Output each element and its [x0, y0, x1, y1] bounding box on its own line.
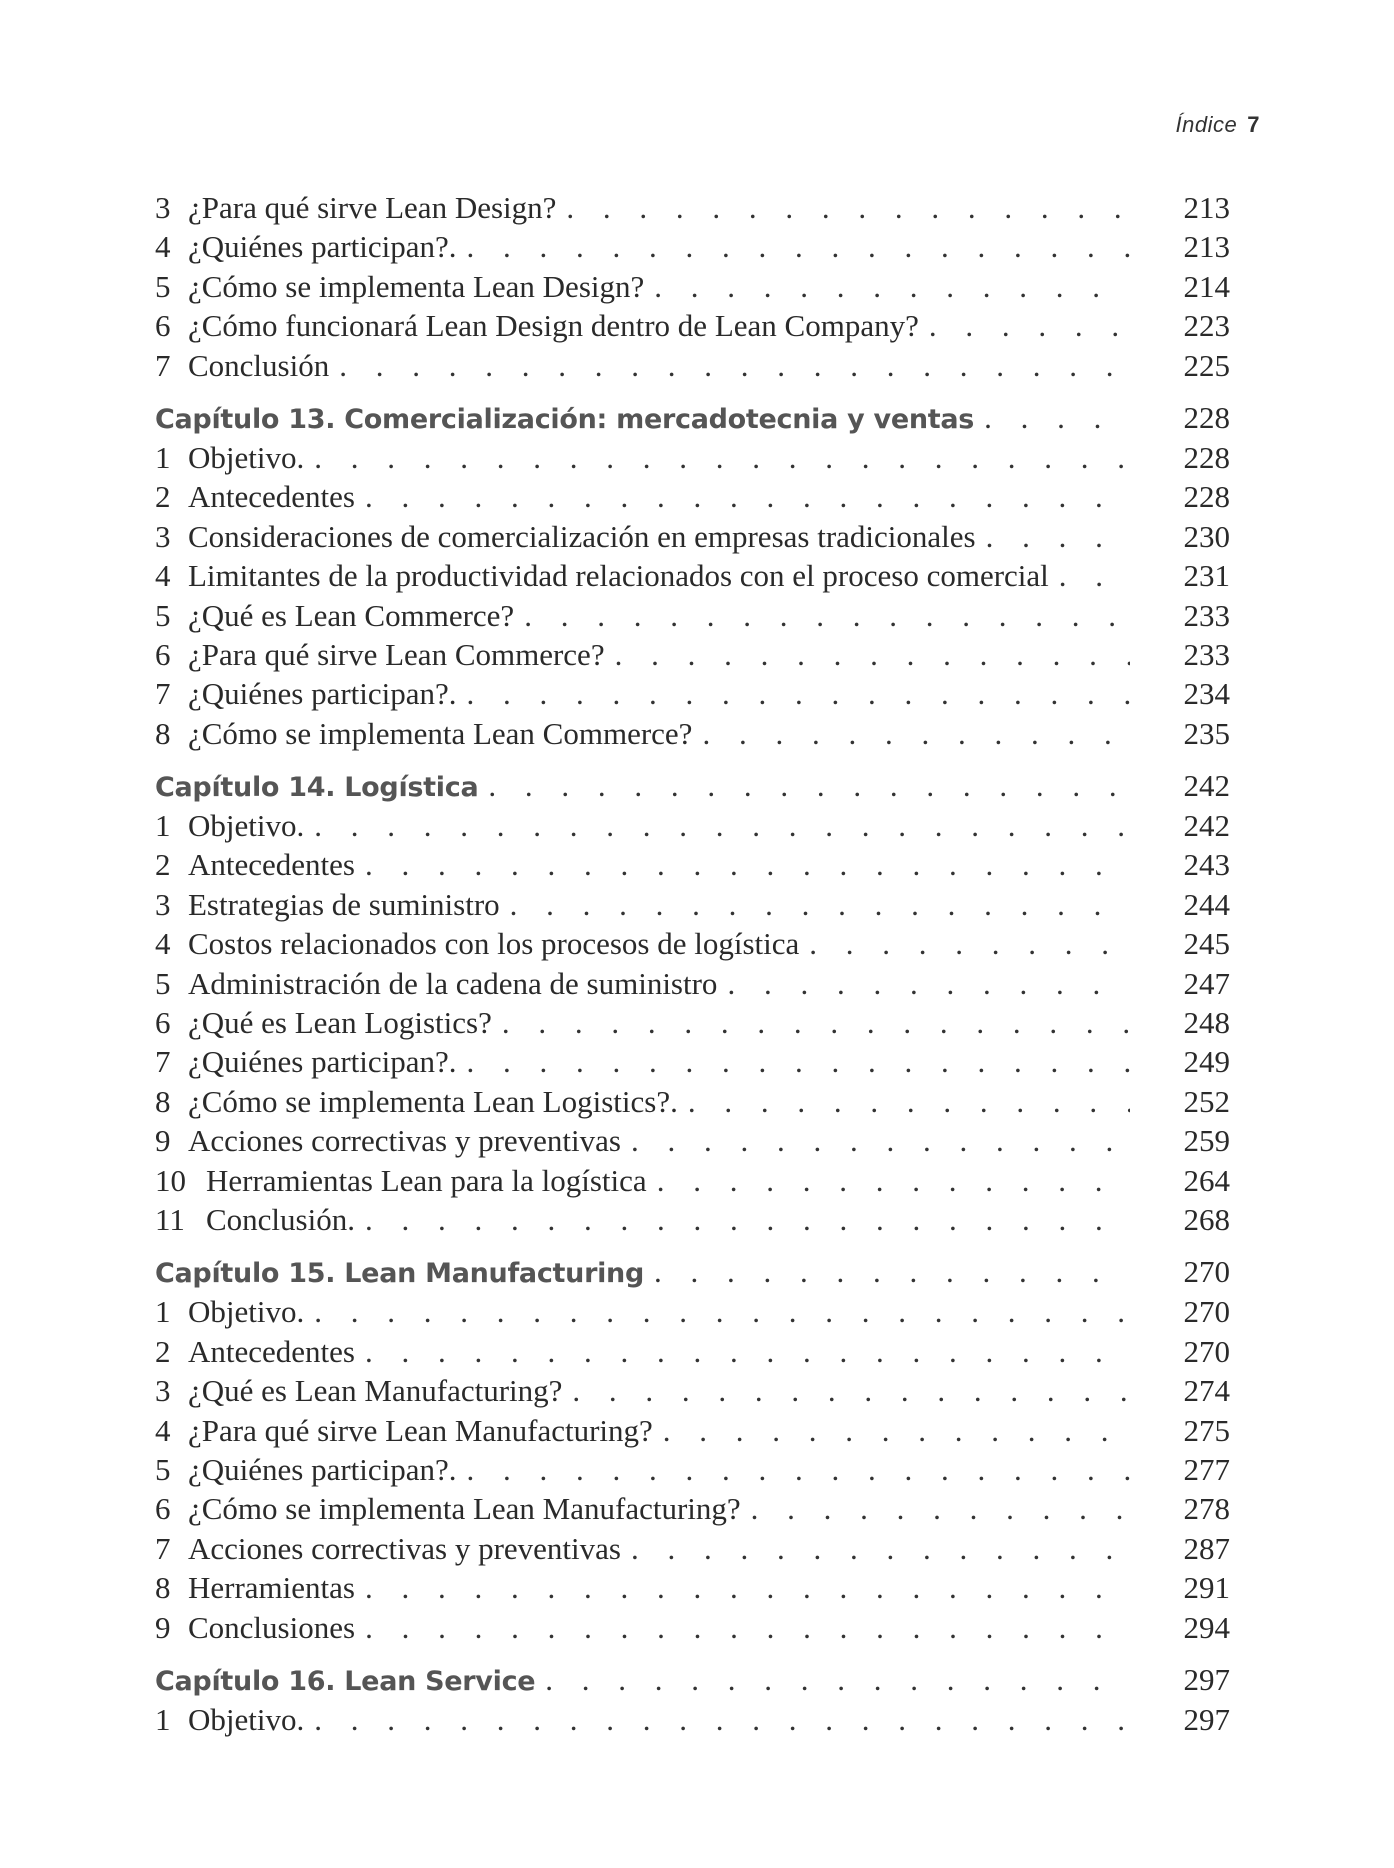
toc-entry — [155, 926, 1230, 965]
toc-entry — [155, 1452, 1230, 1491]
dot-leader — [615, 637, 1130, 673]
entry-page-number: 228 — [1183, 479, 1230, 515]
entry-title: Conclusión — [188, 347, 330, 383]
toc-entry — [155, 716, 1230, 755]
chapter-title: Capítulo 14. Logística — [155, 772, 479, 804]
toc-chapter-heading — [155, 1254, 1230, 1294]
entry-number: 3 — [155, 1373, 171, 1409]
entry-title: Objetivo. — [188, 1294, 305, 1330]
toc-entry — [155, 1334, 1230, 1373]
entry-page-number: 270 — [1183, 1333, 1230, 1369]
entry-title: Administración de la cadena de suministro — [188, 965, 718, 1001]
entry-page-number: 228 — [1183, 439, 1230, 475]
entry-page-number: 233 — [1183, 636, 1230, 672]
toc-entry — [155, 1084, 1230, 1123]
toc-chapter-heading — [155, 768, 1230, 808]
entry-title: ¿Qué es Lean Logistics? — [188, 1005, 492, 1041]
entry-page-number: 242 — [1183, 808, 1230, 844]
entry-number: 2 — [155, 847, 171, 883]
dot-leader — [751, 1491, 1130, 1527]
entry-page-number: 277 — [1183, 1451, 1230, 1487]
toc-entry — [155, 676, 1230, 715]
toc-entry — [155, 1702, 1230, 1741]
entry-page-number: 268 — [1183, 1201, 1230, 1237]
page-number: 7 — [1247, 112, 1260, 137]
dot-leader — [566, 190, 1130, 226]
toc-entry — [155, 598, 1230, 637]
entry-title: Conclusiones — [188, 1609, 356, 1645]
dot-leader — [986, 519, 1130, 555]
running-head — [1176, 112, 1260, 138]
toc-entry — [155, 269, 1230, 308]
entry-number: 8 — [155, 1083, 171, 1119]
entry-page-number: 259 — [1183, 1123, 1230, 1159]
entry-title: Limitantes de la productividad relacionados con el proceso comercial — [188, 558, 1049, 594]
toc-entry — [155, 519, 1230, 558]
entry-number: 1 — [155, 1294, 171, 1330]
entry-number: 4 — [155, 1412, 171, 1448]
dot-leader — [467, 676, 1130, 712]
dot-leader — [314, 440, 1130, 476]
dot-leader — [654, 1254, 1130, 1290]
dot-leader — [365, 1202, 1130, 1238]
entry-title: ¿Para qué sirve Lean Commerce? — [188, 636, 605, 672]
entry-page-number: 214 — [1183, 268, 1230, 304]
dot-leader — [467, 229, 1130, 265]
toc-entry — [155, 1413, 1230, 1452]
entry-page-number: 249 — [1183, 1044, 1230, 1080]
entry-page-number: 213 — [1183, 229, 1230, 265]
entry-title: Objetivo. — [188, 1701, 305, 1737]
entry-number: 6 — [155, 1491, 171, 1527]
entry-title: Consideraciones de comercialización en empresas tradicionales — [188, 518, 976, 554]
chapter-title: Capítulo 15. Lean Manufacturing — [155, 1258, 644, 1290]
entry-title: ¿Cómo se implementa Lean Manufacturing? — [188, 1491, 741, 1527]
entry-number: 6 — [155, 1005, 171, 1041]
entry-title: ¿Cómo se implementa Lean Commerce? — [188, 715, 693, 751]
entry-page-number: 287 — [1183, 1530, 1230, 1566]
entry-number: 1 — [155, 439, 171, 475]
entry-page-number: 291 — [1183, 1570, 1230, 1606]
entry-number: 9 — [155, 1123, 171, 1159]
toc-entry — [155, 1570, 1230, 1609]
entry-number: 5 — [155, 597, 171, 633]
entry-page-number: 264 — [1183, 1162, 1230, 1198]
dot-leader — [467, 1044, 1130, 1080]
chapter-title: Capítulo 16. Lean Service — [155, 1665, 536, 1697]
entry-number: 6 — [155, 308, 171, 344]
entry-number: 8 — [155, 1570, 171, 1606]
entry-number: 1 — [155, 808, 171, 844]
entry-page-number: 278 — [1183, 1491, 1230, 1527]
entry-page-number: 248 — [1183, 1005, 1230, 1041]
dot-leader — [929, 308, 1130, 344]
entry-number: 7 — [155, 347, 171, 383]
dot-leader — [510, 887, 1130, 923]
dot-leader — [727, 966, 1130, 1002]
dot-leader — [365, 847, 1130, 883]
toc-entry — [155, 887, 1230, 926]
dot-leader — [631, 1123, 1130, 1159]
entry-number: 9 — [155, 1609, 171, 1645]
entry-title: ¿Cómo se implementa Lean Design? — [188, 268, 645, 304]
toc-entry — [155, 190, 1230, 229]
entry-page-number: 274 — [1183, 1373, 1230, 1409]
entry-number: 5 — [155, 965, 171, 1001]
chapter-page-number: 228 — [1183, 399, 1230, 435]
dot-leader — [524, 598, 1130, 634]
dot-leader — [631, 1531, 1130, 1567]
toc-entry — [155, 1610, 1230, 1649]
dot-leader — [984, 400, 1130, 436]
toc-entry — [155, 808, 1230, 847]
entry-title: ¿Para qué sirve Lean Manufacturing? — [188, 1412, 653, 1448]
entry-page-number: 270 — [1183, 1294, 1230, 1330]
toc-entry — [155, 1294, 1230, 1333]
toc-entry — [155, 440, 1230, 479]
dot-leader — [488, 768, 1130, 804]
toc-chapter-heading — [155, 1662, 1230, 1702]
entry-number: 10 — [155, 1162, 186, 1198]
entry-number: 7 — [155, 1530, 171, 1566]
dot-leader — [365, 1610, 1130, 1646]
toc-entry — [155, 1123, 1230, 1162]
dot-leader — [654, 269, 1130, 305]
running-head-title: Índice — [1175, 112, 1238, 137]
entry-number: 3 — [155, 190, 171, 225]
entry-page-number: 234 — [1183, 676, 1230, 712]
entry-number: 7 — [155, 1044, 171, 1080]
entry-title: Herramientas — [188, 1570, 355, 1606]
entry-number: 11 — [155, 1201, 185, 1237]
entry-number: 8 — [155, 715, 171, 751]
entry-page-number: 294 — [1183, 1609, 1230, 1645]
dot-leader — [702, 716, 1130, 752]
entry-title: ¿Qué es Lean Manufacturing? — [188, 1373, 563, 1409]
entry-page-number: 233 — [1183, 597, 1230, 633]
entry-title: Antecedentes — [188, 847, 355, 883]
dot-leader — [314, 1702, 1130, 1738]
entry-title: ¿Quiénes participan?. — [188, 676, 457, 712]
entry-title: Conclusión. — [206, 1201, 355, 1237]
entry-title: Costos relacionados con los procesos de logística — [188, 926, 800, 962]
dot-leader — [467, 1452, 1130, 1488]
entry-page-number: 230 — [1183, 518, 1230, 554]
entry-title: ¿Quiénes participan?. — [188, 1044, 457, 1080]
entry-title: ¿Cómo funcionará Lean Design dentro de Lean Company? — [188, 308, 919, 344]
dot-leader — [545, 1662, 1130, 1698]
dot-leader — [572, 1373, 1130, 1409]
toc-entry — [155, 1005, 1230, 1044]
chapter-page-number: 242 — [1183, 768, 1230, 804]
entry-page-number: 231 — [1183, 558, 1230, 594]
entry-page-number: 213 — [1183, 190, 1230, 225]
entry-page-number: 245 — [1183, 926, 1230, 962]
dot-leader — [314, 808, 1130, 844]
dot-leader — [1059, 558, 1130, 594]
entry-title: ¿Qué es Lean Commerce? — [188, 597, 515, 633]
dot-leader — [365, 1570, 1130, 1606]
entry-number: 6 — [155, 636, 171, 672]
entry-title: Objetivo. — [188, 439, 305, 475]
entry-title: ¿Para qué sirve Lean Design? — [188, 190, 557, 225]
entry-number: 4 — [155, 558, 171, 594]
toc-entry — [155, 308, 1230, 347]
toc-entry — [155, 1044, 1230, 1083]
entry-page-number: 244 — [1183, 886, 1230, 922]
entry-title: ¿Quiénes participan?. — [188, 229, 457, 265]
dot-leader — [365, 1334, 1130, 1370]
toc-entry — [155, 348, 1230, 387]
entry-number: 7 — [155, 676, 171, 712]
entry-title: Objetivo. — [188, 808, 305, 844]
toc-entry — [155, 1491, 1230, 1530]
entry-page-number: 275 — [1183, 1412, 1230, 1448]
entry-page-number: 243 — [1183, 847, 1230, 883]
toc-entry — [155, 966, 1230, 1005]
entry-page-number: 223 — [1183, 308, 1230, 344]
toc-entry — [155, 229, 1230, 268]
entry-title: Antecedentes — [188, 1333, 355, 1369]
toc-entry — [155, 637, 1230, 676]
entry-number: 2 — [155, 1333, 171, 1369]
entry-title: Herramientas Lean para la logística — [206, 1162, 647, 1198]
entry-title: Estrategias de suministro — [188, 886, 500, 922]
entry-page-number: 247 — [1183, 965, 1230, 1001]
dot-leader — [339, 348, 1130, 384]
entry-title: ¿Cómo se implementa Lean Logistics?. — [188, 1083, 678, 1119]
dot-leader — [809, 926, 1130, 962]
toc-entry — [155, 1202, 1230, 1241]
entry-number: 5 — [155, 1451, 171, 1487]
entry-title: Acciones correctivas y preventivas — [188, 1530, 621, 1566]
entry-number: 4 — [155, 229, 171, 265]
chapter-title: Capítulo 13. Comercialización: mercadotecnia y ventas — [155, 403, 975, 435]
dot-leader — [314, 1294, 1130, 1330]
table-of-contents — [155, 190, 1230, 1741]
chapter-page-number: 270 — [1183, 1254, 1230, 1290]
toc-entry — [155, 1373, 1230, 1412]
entry-page-number: 252 — [1183, 1083, 1230, 1119]
toc-entry — [155, 847, 1230, 886]
toc-entry — [155, 558, 1230, 597]
dot-leader — [365, 479, 1130, 515]
entry-number: 5 — [155, 268, 171, 304]
entry-page-number: 297 — [1183, 1701, 1230, 1737]
entry-title: Acciones correctivas y preventivas — [188, 1123, 621, 1159]
toc-entry — [155, 1531, 1230, 1570]
toc-entry — [155, 1163, 1230, 1202]
toc-entry — [155, 479, 1230, 518]
entry-number: 3 — [155, 518, 171, 554]
entry-title: ¿Quiénes participan?. — [188, 1451, 457, 1487]
toc-chapter-heading — [155, 400, 1230, 440]
entry-number: 4 — [155, 926, 171, 962]
entry-page-number: 225 — [1183, 347, 1230, 383]
entry-number: 2 — [155, 479, 171, 515]
entry-number: 1 — [155, 1701, 171, 1737]
entry-title: Antecedentes — [188, 479, 355, 515]
dot-leader — [502, 1005, 1130, 1041]
dot-leader — [663, 1413, 1130, 1449]
entry-number: 3 — [155, 886, 171, 922]
entry-page-number: 235 — [1183, 715, 1230, 751]
dot-leader — [688, 1084, 1130, 1120]
chapter-page-number: 297 — [1183, 1661, 1230, 1697]
dot-leader — [657, 1163, 1130, 1199]
